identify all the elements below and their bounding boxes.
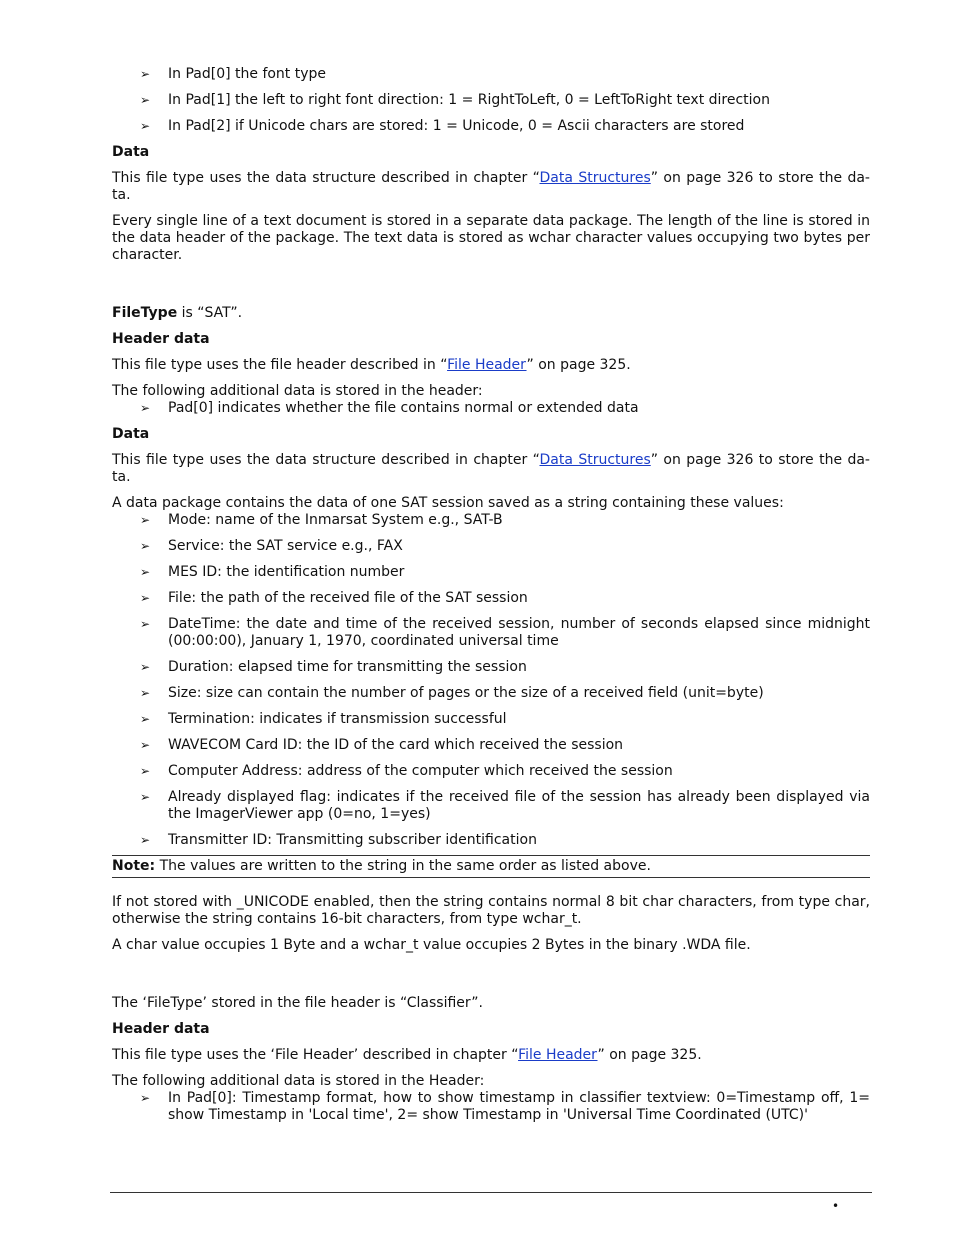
list-item [112,118,870,135]
list-item [112,616,870,650]
list-item [112,737,870,754]
list-item-text: In Pad[1] the left to right font direction: 1 = RightToLeft, 0 = LeftToRight text direction [168,92,770,108]
list-item-text: Transmitter ID: Transmitting subscriber identification [168,832,537,848]
additional-data-paragraph: The following additional data is stored in the header: [112,383,483,399]
filetype-paragraph [112,305,870,322]
list-item [112,789,870,823]
list-item [112,66,870,83]
list-item-text: WAVECOM Card ID: the ID of the card which received the session [168,737,624,753]
file-header-paragraph [112,1047,870,1064]
list-item-text: Duration: elapsed time for transmitting the session [168,659,527,675]
list-item-text: DateTime: the date and time of the received session, number of seconds elapsed since midnight (00:00:00), January 1, 1970, coordinated universal time [168,616,870,649]
file-header-link[interactable]: File Header [518,1047,598,1063]
note-box [112,855,870,878]
list-item-text: Already displayed flag: indicates if the received file of the session has already been displayed via the ImagerViewer app (0=no, 1=yes) [168,789,870,822]
list-item [112,590,870,607]
file-header-link[interactable]: File Header [447,357,527,373]
list-item [112,711,870,728]
list-item-text: MES ID: the identification number [168,564,405,580]
text-span: ” on page 325. [597,1047,702,1063]
arrow-bullet-icon: ➢ [140,833,151,847]
list-item [112,685,870,702]
unicode-paragraph: If not stored with _UNICODE enabled, then the string contains normal 8 bit char characters, from type char, otherwise the string contains 16-bit characters, from type wchar_t. [112,894,870,927]
footer-divider [110,1192,872,1193]
arrow-bullet-icon: ➢ [140,660,151,674]
data-structures-link[interactable]: Data Structures [539,452,651,468]
arrow-bullet-icon: ➢ [140,764,151,778]
list-item-text: Service: the SAT service e.g., FAX [168,538,403,554]
arrow-bullet-icon: ➢ [140,738,151,752]
text-span: This file type uses the ‘File Header’ described in chapter “ [112,1047,519,1063]
list-item-text: In Pad[0]: Timestamp format, how to show timestamp in classifier textview: 0=Timestamp off, 1= show Timestamp in 'Local time', 2= show Timestamp in 'Universal Time Coordinated (UTC)' [168,1090,870,1123]
note-text: The values are written to the string in the same order as listed above. [155,858,651,874]
arrow-bullet-icon: ➢ [140,686,151,700]
list-item [112,538,870,555]
text-span: ” on page 325. [526,357,631,373]
list-item-text: File: the path of the received file of the SAT session [168,590,528,606]
arrow-bullet-icon: ➢ [140,513,151,527]
list-item-text: Computer Address: address of the computer which received the session [168,763,673,779]
arrow-bullet-icon: ➢ [140,401,151,415]
arrow-bullet-icon: ➢ [140,790,151,804]
arrow-bullet-icon: ➢ [140,565,151,579]
text-span: ” on page 326 to store the da-ta. [112,452,870,485]
footer-bullet: • [832,1199,840,1213]
text-span: This file type uses the data structure described in chapter “ [112,452,540,468]
list-item [112,763,870,780]
section-heading-data: Data [112,144,150,160]
list-item-text: In Pad[0] the font type [168,66,327,82]
pad-list-a [112,66,870,135]
arrow-bullet-icon: ➢ [140,93,151,107]
data-structure-paragraph [112,452,870,486]
list-item-text: Size: size can contain the number of pages or the size of a received field (unit=byte) [168,685,764,701]
filetype-label: FileType [112,305,178,321]
arrow-bullet-icon: ➢ [140,1091,151,1105]
arrow-bullet-icon: ➢ [140,67,151,81]
additional-data-paragraph: The following additional data is stored in the Header: [112,1073,485,1089]
list-item [112,400,870,417]
list-item-text: In Pad[2] if Unicode chars are stored: 1 = Unicode, 0 = Ascii characters are stored [168,118,745,134]
file-header-paragraph [112,357,870,374]
data-structures-link[interactable]: Data Structures [539,170,651,186]
classifier-filetype-paragraph: The ‘FileType’ stored in the file header is “Classifier”. [112,995,483,1011]
sat-values-list [112,512,870,849]
arrow-bullet-icon: ➢ [140,617,151,631]
list-item [112,659,870,676]
data-structure-paragraph [112,170,870,204]
text-span: ” on page 326 to store the da-ta. [112,170,870,203]
bytes-paragraph: A char value occupies 1 Byte and a wchar_t value occupies 2 Bytes in the binary .WDA file. [112,937,751,953]
list-item [112,832,870,849]
line-storage-paragraph: Every single line of a text document is stored in a separate data package. The length of the line is stored in the data header of the package. The text data is stored as wchar character values occupying two bytes per character. [112,213,870,263]
pad-list-b [112,400,870,417]
list-item [112,564,870,581]
section-heading-header-data: Header data [112,331,210,347]
document-page [112,66,870,1124]
list-item-text: Termination: indicates if transmission successful [168,711,507,727]
arrow-bullet-icon: ➢ [140,712,151,726]
list-item [112,1090,870,1124]
data-package-paragraph: A data package contains the data of one SAT session saved as a string containing these values: [112,495,784,511]
list-item-text: Pad[0] indicates whether the file contains normal or extended data [168,400,639,416]
pad-list-c [112,1090,870,1124]
filetype-value: is “SAT”. [177,305,243,321]
section-heading-header-data: Header data [112,1021,210,1037]
arrow-bullet-icon: ➢ [140,539,151,553]
note-label: Note: [112,858,156,874]
list-item [112,92,870,109]
arrow-bullet-icon: ➢ [140,119,151,133]
section-heading-data: Data [112,426,150,442]
list-item-text: Mode: name of the Inmarsat System e.g., SAT-B [168,512,503,528]
list-item [112,512,870,529]
text-span: This file type uses the data structure described in chapter “ [112,170,540,186]
arrow-bullet-icon: ➢ [140,591,151,605]
text-span: This file type uses the file header described in “ [112,357,448,373]
